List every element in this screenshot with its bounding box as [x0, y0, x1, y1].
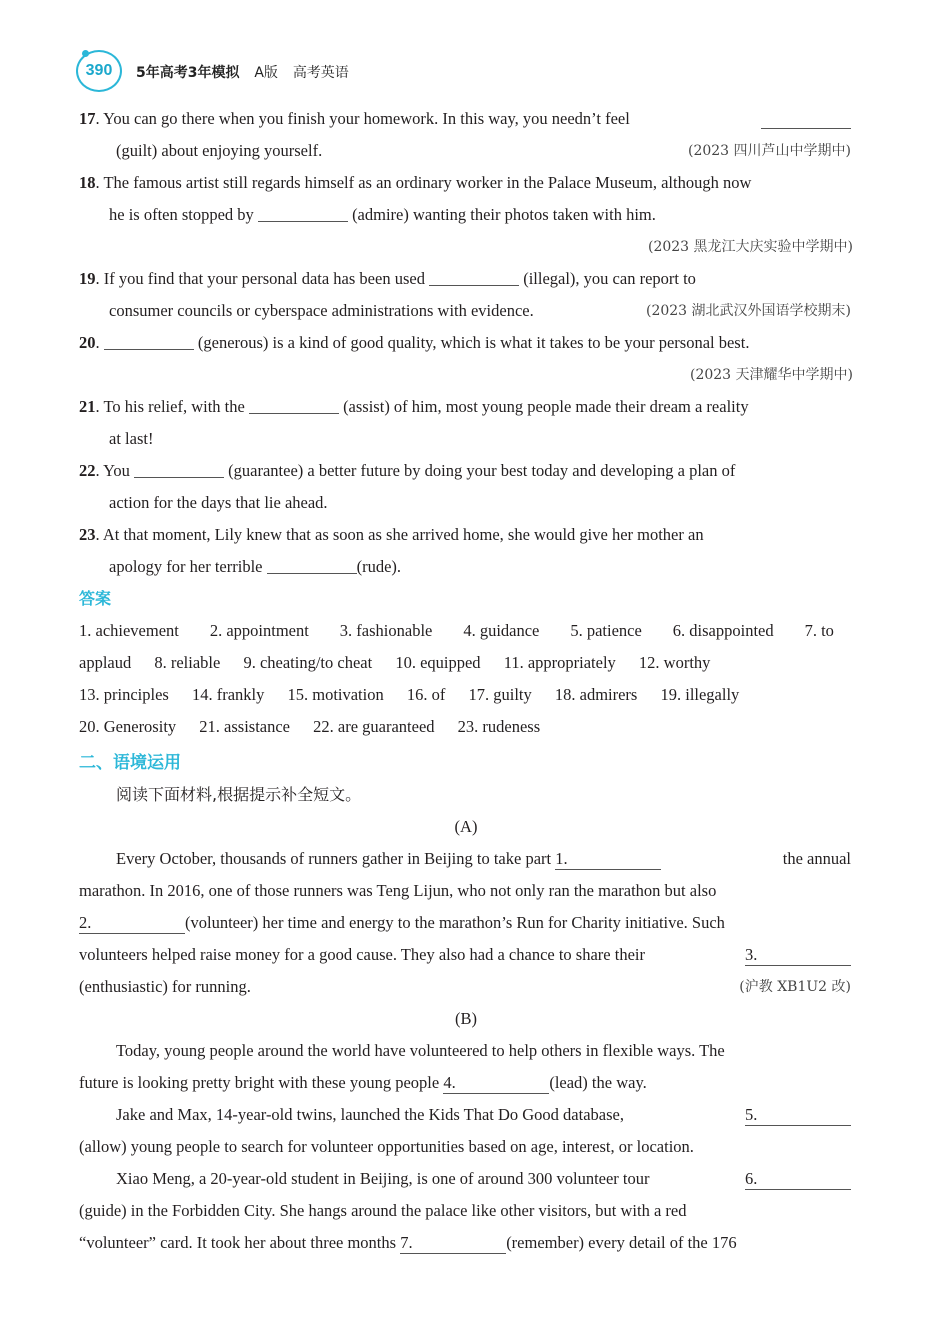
- question-number: 17: [79, 109, 96, 128]
- question-text: consumer councils or cyberspace administrations with evidence.: [109, 301, 534, 320]
- question-number: 22: [79, 461, 96, 480]
- answer-item: 20. Generosity: [79, 717, 177, 736]
- passage-text: future is looking pretty bright with these young people: [79, 1073, 440, 1092]
- question-17-cont: [79, 135, 853, 167]
- answer-item: 18. admirers: [554, 685, 638, 704]
- question-17: [79, 103, 853, 135]
- passage-label: (A): [454, 817, 478, 836]
- answer-item: 15. motivation: [287, 685, 384, 704]
- question-text: (illegal), you can report to: [523, 269, 696, 288]
- answer-item: 14. frankly: [191, 685, 265, 704]
- page-number: 390: [85, 62, 113, 79]
- passage-line: [79, 1163, 853, 1195]
- passage-line: [79, 971, 853, 1003]
- answer-blank[interactable]: [761, 110, 851, 129]
- answer-item: 4. guidance: [463, 621, 540, 640]
- answer-item: 10. equipped: [395, 653, 481, 672]
- question-text: (rude).: [356, 557, 402, 576]
- question-number: 21: [79, 397, 96, 416]
- book-title: [136, 62, 359, 82]
- passage-line: marathon. In 2016, one of those runners was Teng Lijun, who not only ran the marathon but also: [79, 881, 717, 900]
- question-text: . At that moment, Lily knew that as soon as she arrived home, she would give her mother an: [95, 525, 704, 544]
- question-number: 19: [79, 269, 96, 288]
- question-text: . If you find that your personal data has been used: [95, 269, 425, 288]
- answers-row: [79, 615, 853, 647]
- passage-text: Every October, thousands of runners gather in Beijing to take part: [116, 849, 552, 868]
- question-text: (guilt) about enjoying yourself.: [116, 141, 323, 160]
- question-22-cont: [79, 487, 853, 519]
- passage-label: (B): [455, 1009, 477, 1028]
- question-text: apology for her terrible: [109, 557, 263, 576]
- question-20: [79, 327, 853, 359]
- question-text: . To his relief, with the: [95, 397, 245, 416]
- page-content: [79, 103, 853, 1259]
- answer-blank[interactable]: [134, 459, 224, 478]
- answer-item: 19. illegally: [660, 685, 740, 704]
- answer-item: 9. cheating/to cheat: [243, 653, 373, 672]
- answer-item: 2. appointment: [209, 621, 309, 640]
- answers-row: [79, 711, 853, 743]
- answer-item: 12. worthy: [638, 653, 711, 672]
- page-header: [76, 50, 876, 94]
- passage-line: (allow) young people to search for volunteer opportunities based on age, interest, or location.: [79, 1137, 694, 1156]
- section-instruction: 阅读下面材料,根据提示补全短文。: [116, 785, 362, 804]
- question-number: 23: [79, 525, 96, 544]
- answer-item: 21. assistance: [199, 717, 291, 736]
- answer-blank[interactable]: [267, 555, 357, 574]
- question-source: (2023 天津耀华中学期中): [689, 367, 853, 383]
- passage-line: [79, 939, 853, 971]
- answer-item: 3. fashionable: [339, 621, 433, 640]
- passage-line: (guide) in the Forbidden City. She hangs around the palace like other visitors, but with a red: [79, 1201, 687, 1220]
- passage-line: [79, 1099, 853, 1131]
- passage-text: (remember) every detail of the 176: [506, 1233, 737, 1252]
- section-heading: 二、语境运用: [79, 753, 181, 773]
- answer-blank[interactable]: [249, 395, 339, 414]
- answer-item: 1. achievement: [79, 621, 179, 640]
- question-21: [79, 391, 853, 423]
- answer-item: 16. of: [406, 685, 446, 704]
- question-number: 18: [79, 173, 96, 192]
- passage-line: [79, 1227, 853, 1259]
- question-19: [79, 263, 853, 295]
- badge-dot-icon: [82, 50, 89, 57]
- question-21-cont: [79, 423, 853, 455]
- numbered-blank[interactable]: 4.: [443, 1073, 549, 1094]
- question-number: 20: [79, 333, 96, 352]
- answer-item: 23. rudeness: [457, 717, 541, 736]
- answer-blank[interactable]: [429, 267, 519, 286]
- question-text: (assist) of him, most young people made their dream a reality: [343, 397, 749, 416]
- passage-text: (lead) the way.: [549, 1073, 647, 1092]
- question-text: (guarantee) a better future by doing your best today and developing a plan of: [228, 461, 736, 480]
- answer-item: 17. guilty: [468, 685, 532, 704]
- question-text: . You can go there when you finish your homework. In this way, you needn’t feel: [95, 109, 630, 128]
- question-source: (2023 黑龙江大庆实验中学期中): [647, 239, 853, 255]
- passage-text: “volunteer” card. It took her about three months: [79, 1233, 397, 1252]
- passage-line: [79, 1067, 853, 1099]
- answer-item: applaud: [79, 653, 132, 672]
- question-text: . You: [95, 461, 130, 480]
- answer-item: 8. reliable: [154, 653, 221, 672]
- question-19-cont: [79, 295, 853, 327]
- passage-text: volunteers helped raise money for a good cause. They also had a chance to share their: [79, 945, 645, 964]
- answer-blank[interactable]: [104, 331, 194, 350]
- answer-item: 11. appropriately: [503, 653, 616, 672]
- question-18-cont: [79, 199, 853, 231]
- question-text: (generous) is a kind of good quality, which is what it takes to be your personal best.: [197, 333, 750, 352]
- passage-line: [79, 907, 853, 939]
- answer-blank[interactable]: [258, 203, 348, 222]
- question-text: . The famous artist still regards himself as an ordinary worker in the Palace Museum, although now: [95, 173, 752, 192]
- question-text: at last!: [109, 429, 154, 448]
- numbered-blank[interactable]: 7.: [400, 1233, 506, 1254]
- numbered-blank[interactable]: 6.: [745, 1169, 851, 1190]
- answer-item: 7. to: [804, 621, 834, 640]
- passage-line: Today, young people around the world have volunteered to help others in flexible ways. The: [116, 1041, 725, 1060]
- passage-text: (volunteer) her time and energy to the marathon’s Run for Charity initiative. Such: [185, 913, 725, 932]
- question-23-cont: [79, 551, 853, 583]
- subject: 高考英语: [292, 65, 349, 81]
- question-18: [79, 167, 853, 199]
- answers-heading: 答案: [79, 589, 112, 608]
- question-text: he is often stopped by: [109, 205, 254, 224]
- passage-line: [79, 843, 853, 875]
- question-text: action for the days that lie ahead.: [109, 493, 328, 512]
- answer-item: 6. disappointed: [672, 621, 774, 640]
- series-title: 5年高考3年模拟: [136, 65, 240, 81]
- passage-text: the annual: [782, 849, 851, 868]
- numbered-blank[interactable]: 3.: [745, 945, 851, 966]
- question-source: (2023 湖北武汉外国语学校期末): [645, 303, 851, 319]
- answer-item: 22. are guaranteed: [313, 717, 435, 736]
- passage-text: Xiao Meng, a 20-year-old student in Beijing, is one of around 300 volunteer tour: [116, 1169, 650, 1188]
- edition: A版: [254, 65, 278, 81]
- question-text: .: [95, 333, 100, 352]
- answers-row: [79, 647, 853, 679]
- answer-item: 5. patience: [570, 621, 642, 640]
- question-text: (admire) wanting their photos taken with him.: [352, 205, 656, 224]
- passage-text: (enthusiastic) for running.: [79, 977, 251, 996]
- question-source: (2023 四川芦山中学期中): [687, 143, 851, 159]
- passage-text: Jake and Max, 14-year-old twins, launched the Kids That Do Good database,: [116, 1105, 624, 1124]
- answer-item: 13. principles: [79, 685, 169, 704]
- question-23: [79, 519, 853, 551]
- numbered-blank[interactable]: 2.: [79, 913, 185, 934]
- passage-source: (沪教 XB1U2 改): [739, 979, 851, 995]
- numbered-blank[interactable]: 1.: [555, 849, 661, 870]
- numbered-blank[interactable]: 5.: [745, 1105, 851, 1126]
- page-number-badge: [76, 50, 122, 92]
- answers-row: [79, 679, 853, 711]
- question-22: [79, 455, 853, 487]
